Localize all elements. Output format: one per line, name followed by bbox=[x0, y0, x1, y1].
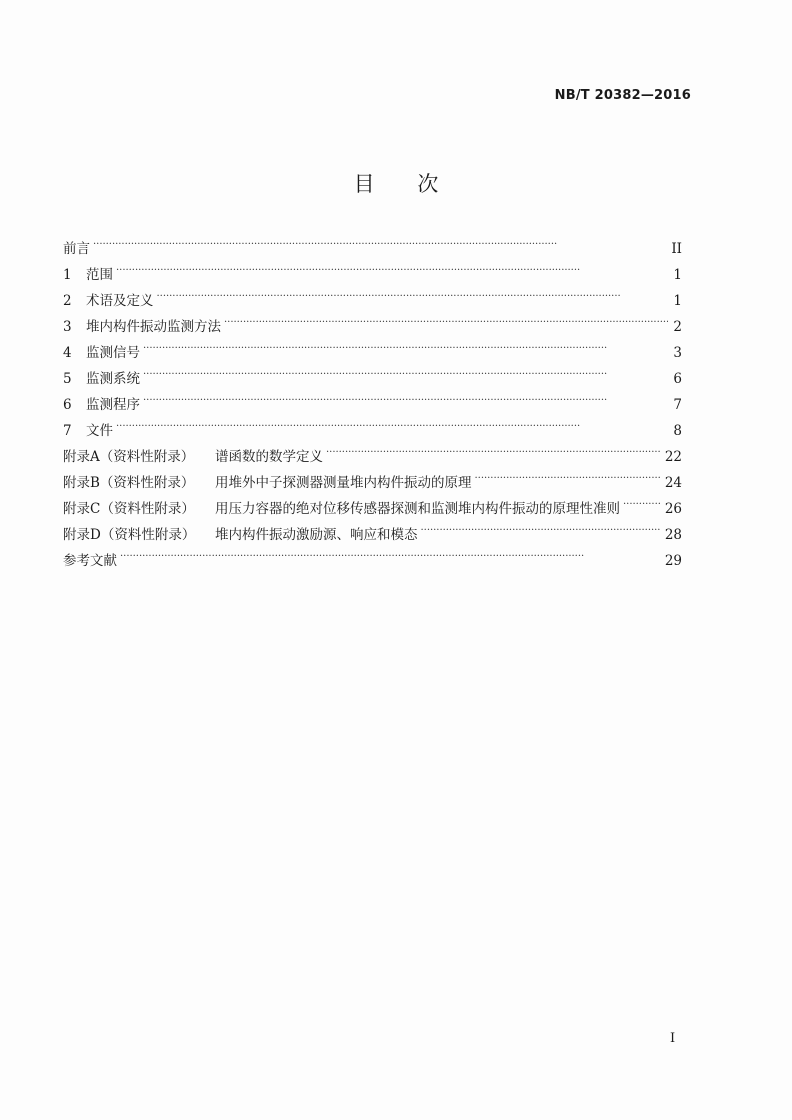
toc-entry-text: 监测系统 bbox=[86, 371, 140, 387]
toc-entry-text: 用压力容器的绝对位移传感器探测和监测堆内构件振动的原理性准则 bbox=[215, 501, 620, 517]
toc-entry-annex-b[interactable] bbox=[63, 465, 682, 491]
toc-annex-label: 附录C（资料性附录） bbox=[63, 501, 195, 517]
toc-leader-dots bbox=[93, 231, 667, 253]
toc-leader-dots bbox=[143, 361, 668, 383]
toc-entry-page: 24 bbox=[664, 475, 682, 491]
toc-entry-text: 监测程序 bbox=[86, 397, 140, 413]
toc-annex-label: 附录B（资料性附录） bbox=[63, 475, 195, 491]
toc-leader-dots bbox=[326, 439, 661, 461]
toc-entry-text: 用堆外中子探测器测量堆内构件振动的原理 bbox=[215, 475, 472, 491]
toc-entry-annex-c[interactable] bbox=[63, 491, 682, 517]
toc-entry-text: 监测信号 bbox=[86, 345, 140, 361]
standard-code: NB/T 20382—2016 bbox=[554, 88, 691, 103]
toc-entry-annex-d[interactable] bbox=[63, 517, 682, 543]
toc-entry-7[interactable] bbox=[63, 413, 682, 439]
toc-entry-5[interactable] bbox=[63, 361, 682, 387]
toc-entry-3[interactable] bbox=[63, 309, 682, 335]
toc-entry-references[interactable] bbox=[63, 543, 682, 569]
toc-annex-label: 附录D（资料性附录） bbox=[63, 527, 196, 543]
toc-entry-page: II bbox=[671, 241, 682, 257]
toc-entry-2[interactable] bbox=[63, 283, 682, 309]
toc-entry-number: 5 bbox=[63, 371, 72, 387]
toc-entry-4[interactable] bbox=[63, 335, 682, 361]
toc-leader-dots bbox=[421, 517, 661, 539]
toc-entry-number: 4 bbox=[63, 345, 72, 361]
toc-entry-page: 29 bbox=[664, 553, 682, 569]
toc-entry-number: 6 bbox=[63, 397, 72, 413]
toc-entry-text: 前言 bbox=[63, 241, 90, 257]
toc-entry-page: 28 bbox=[664, 527, 682, 543]
toc-entry-page: 22 bbox=[664, 449, 682, 465]
toc-leader-dots bbox=[143, 335, 668, 357]
toc-entry-foreword[interactable] bbox=[63, 231, 682, 257]
toc-entry-page: 7 bbox=[673, 397, 682, 413]
toc-entry-page: 3 bbox=[673, 345, 682, 361]
toc-entry-annex-a[interactable] bbox=[63, 439, 682, 465]
toc-entry-page: 6 bbox=[673, 371, 682, 387]
toc-entry-number: 3 bbox=[63, 319, 72, 335]
toc-entry-page: 1 bbox=[673, 293, 682, 309]
toc-entry-text: 堆内构件振动激励源、响应和模态 bbox=[215, 527, 418, 543]
toc-leader-dots bbox=[475, 465, 661, 487]
toc-entry-6[interactable] bbox=[63, 387, 682, 413]
page-title: 目 次 bbox=[353, 172, 457, 196]
toc-entry-page: 26 bbox=[664, 501, 682, 517]
toc-leader-dots bbox=[224, 309, 668, 331]
toc-annex-label: 附录A（资料性附录） bbox=[63, 449, 195, 465]
toc-entry-number: 2 bbox=[63, 293, 72, 309]
toc-entry-text: 参考文献 bbox=[63, 553, 117, 569]
toc-leader-dots bbox=[116, 257, 668, 279]
toc-entry-text: 术语及定义 bbox=[86, 293, 154, 309]
toc-entry-text: 堆内构件振动监测方法 bbox=[86, 319, 221, 335]
toc-leader-dots bbox=[116, 413, 668, 435]
toc-entry-page: 2 bbox=[673, 319, 682, 335]
toc-entry-text: 范围 bbox=[86, 267, 113, 283]
toc-leader-dots bbox=[623, 491, 661, 513]
toc-entry-1[interactable] bbox=[63, 257, 682, 283]
toc-entry-page: 1 bbox=[673, 267, 682, 283]
page-number: I bbox=[670, 1031, 676, 1046]
toc-entry-number: 7 bbox=[63, 423, 72, 439]
toc-entry-page: 8 bbox=[673, 423, 682, 439]
toc-leader-dots bbox=[157, 283, 669, 305]
toc-entry-text: 文件 bbox=[86, 423, 113, 439]
toc-entry-text: 谱函数的数学定义 bbox=[215, 449, 323, 465]
toc-leader-dots bbox=[120, 543, 661, 565]
toc-leader-dots bbox=[143, 387, 668, 409]
table-of-contents bbox=[63, 231, 682, 569]
toc-entry-number: 1 bbox=[63, 267, 72, 283]
